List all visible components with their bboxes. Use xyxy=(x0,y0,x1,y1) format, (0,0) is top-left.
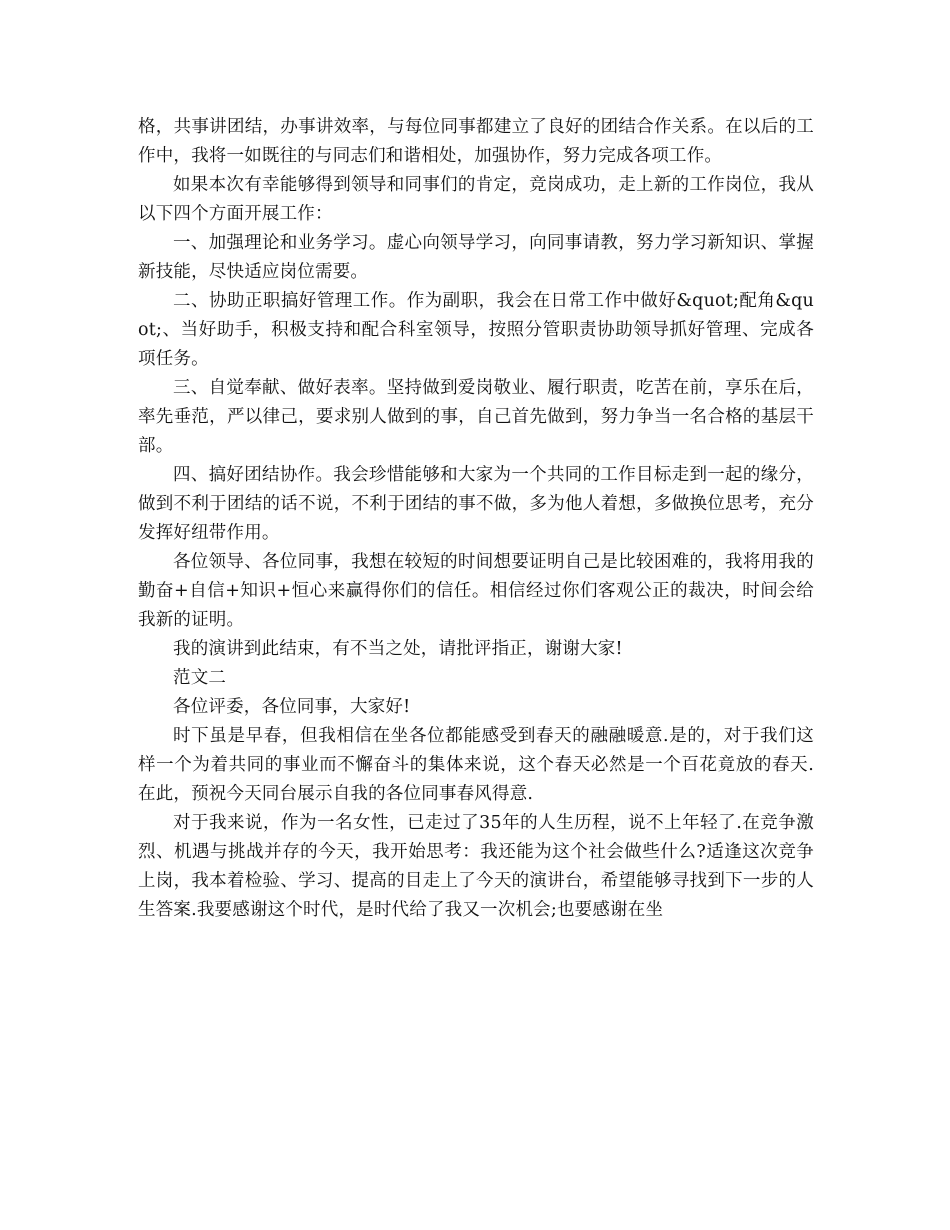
paragraph-3: 一、加强理论和业务学习。虚心向领导学习，向同事请教，努力学习新知识、掌握新技能，尽快适应岗位需要。 xyxy=(138,233,814,282)
paragraph-1: 格，共事讲团结，办事讲效率，与每位同事都建立了良好的团结合作关系。在以后的工作中，我将一如既往的与同志们和谐相处，加强协作，努力完成各项工作。 xyxy=(138,117,814,166)
greeting: 各位评委，各位同事，大家好! xyxy=(173,697,411,717)
paragraph-12: 对于我来说，作为一名女性，已走过了35年的人生历程，说不上年轻了.在竞争激烈、机遇与挑战并存的今天，我开始思考：我还能为这个社会做些什么?适逢这次竞争上岗，我本着检验、学习、提高的目走上了今天的演讲台，希望能够寻找到下一步的人生答案.我要感谢这个时代，是时代给了我又一次机会;也要感谢在坐 xyxy=(138,813,814,920)
paragraph-6: 四、搞好团结协作。我会珍惜能够和大家为一个共同的工作目标走到一起的缘分，做到不利于团结的话不说，不利于团结的事不做，多为他人着想，多做换位思考，充分发挥好纽带作用。 xyxy=(138,465,814,543)
paragraph-11: 时下虽是早春，但我相信在坐各位都能感受到春天的融融暖意.是的，对于我们这样一个为着共同的事业而不懈奋斗的集体来说，这个春天必然是一个百花竟放的春天.在此，预祝今天同台展示自我的各位同事春风得意. xyxy=(138,726,814,804)
paragraph-5: 三、自觉奉献、做好表率。坚持做到爱岗敬业、履行职责，吃苦在前，享乐在后，率先垂范，严以律己，要求别人做到的事，自己首先做到，努力争当一名合格的基层干部。 xyxy=(138,378,814,456)
section-heading: 范文二 xyxy=(173,668,227,688)
paragraph-4: 二、协助正职搞好管理工作。作为副职，我会在日常工作中做好&quot;配角&quot;、当好助手，积极支持和配合科室领导，按照分管职责协助领导抓好管理、完成各项任务。 xyxy=(138,291,814,369)
paragraph-7: 各位领导、各位同事，我想在较短的时间想要证明自己是比较困难的，我将用我的勤奋+自信+知识+恒心来赢得你们的信任。相信经过你们客观公正的裁决，时间会给我新的证明。 xyxy=(138,552,814,630)
paragraph-8: 我的演讲到此结束，有不当之处，请批评指正，谢谢大家! xyxy=(173,639,623,659)
document-page xyxy=(138,113,814,925)
paragraph-2: 如果本次有幸能够得到领导和同事们的肯定，竞岗成功，走上新的工作岗位，我从以下四个方面开展工作： xyxy=(138,175,814,224)
